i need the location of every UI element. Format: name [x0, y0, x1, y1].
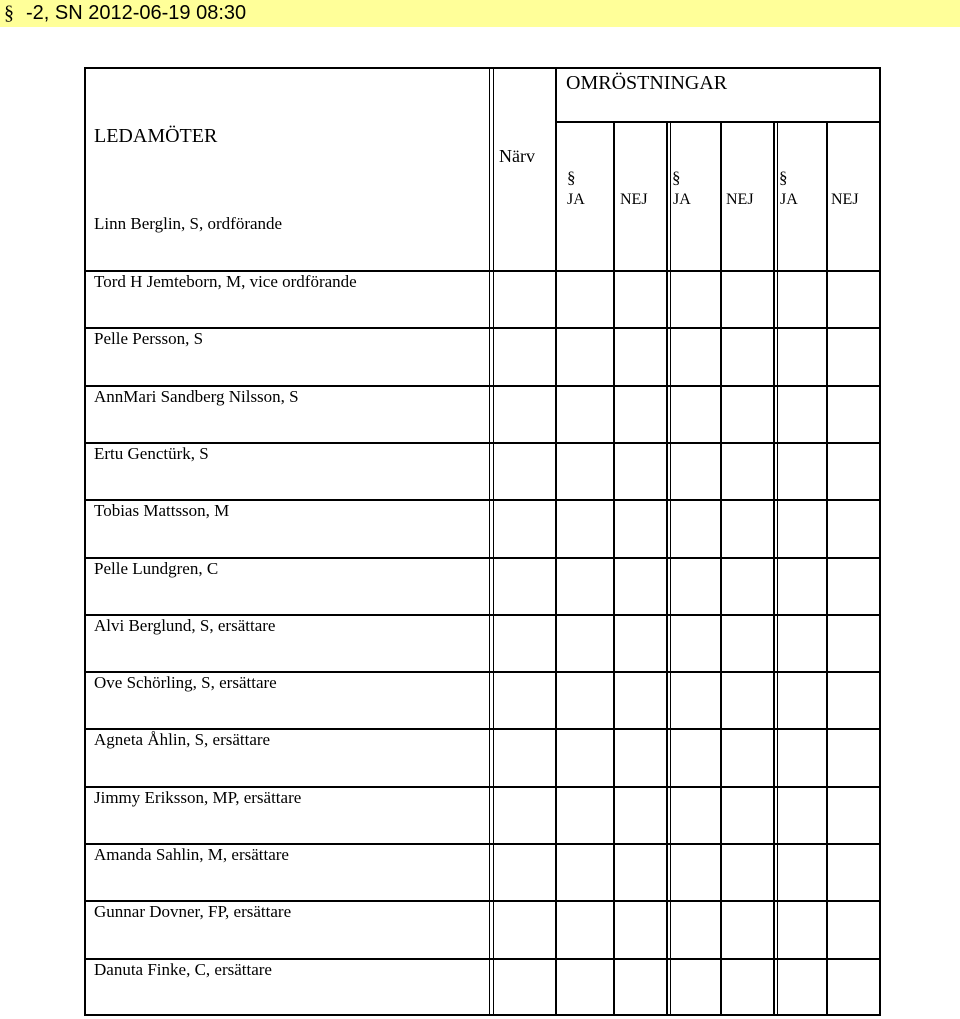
- vote-section-symbol: §: [567, 168, 576, 187]
- member-name: Ove Schörling, S, ersättare: [94, 673, 277, 692]
- member-name: Gunnar Dovner, FP, ersättare: [94, 902, 292, 921]
- votes-heading-divider: [556, 121, 881, 123]
- member-name: Agneta Åhlin, S, ersättare: [94, 730, 271, 749]
- table-border-left: [84, 67, 86, 1016]
- member-name: Tobias Mattsson, M: [94, 501, 230, 520]
- presence-divider: [555, 67, 557, 1016]
- vote-no-label: NEJ: [726, 191, 754, 208]
- member-name: Pelle Persson, S: [94, 329, 204, 348]
- members-divider: [489, 67, 490, 1016]
- vote-yes-label: JA: [780, 191, 798, 208]
- document-title: -2, SN 2012-06-19 08:30: [26, 2, 247, 24]
- member-name: Amanda Sahlin, M, ersättare: [94, 845, 289, 864]
- member-name: Danuta Finke, C, ersättare: [94, 960, 272, 979]
- table-border-top: [84, 67, 881, 69]
- vote-yes-label: JA: [567, 191, 585, 208]
- table-border-right: [879, 67, 881, 1016]
- vote-no-label: NEJ: [831, 191, 859, 208]
- members-divider-inner: [493, 67, 494, 1016]
- vote-section-symbol: §: [672, 168, 681, 187]
- vote-column-divider: [773, 121, 775, 1016]
- member-name: Tord H Jemteborn, M, vice ordförande: [94, 272, 357, 291]
- votes-heading: OMRÖSTNINGAR: [566, 72, 728, 94]
- member-name: Ertu Genctürk, S: [94, 444, 209, 463]
- vote-yes-label: JA: [673, 191, 691, 208]
- member-name: AnnMari Sandberg Nilsson, S: [94, 387, 299, 406]
- member-name: Jimmy Eriksson, MP, ersättare: [94, 788, 302, 807]
- vote-section-symbol: §: [779, 168, 788, 187]
- member-name: Alvi Berglund, S, ersättare: [94, 616, 276, 635]
- vote-column-divider: [826, 121, 828, 1016]
- presence-heading: Närv: [499, 146, 535, 166]
- vote-column-divider-inner: [670, 121, 671, 1016]
- members-heading: LEDAMÖTER: [94, 125, 218, 147]
- member-name: Linn Berglin, S, ordförande: [94, 214, 283, 233]
- vote-no-label: NEJ: [620, 191, 648, 208]
- row-divider: [84, 327, 881, 329]
- vote-column-divider: [613, 121, 615, 1016]
- table-border-bottom: [84, 1014, 881, 1016]
- vote-column-divider: [720, 121, 722, 1016]
- vote-column-divider: [666, 121, 668, 1016]
- vote-column-divider-inner: [777, 121, 778, 1016]
- member-name: Pelle Lundgren, C: [94, 559, 219, 578]
- section-symbol: §: [4, 2, 14, 24]
